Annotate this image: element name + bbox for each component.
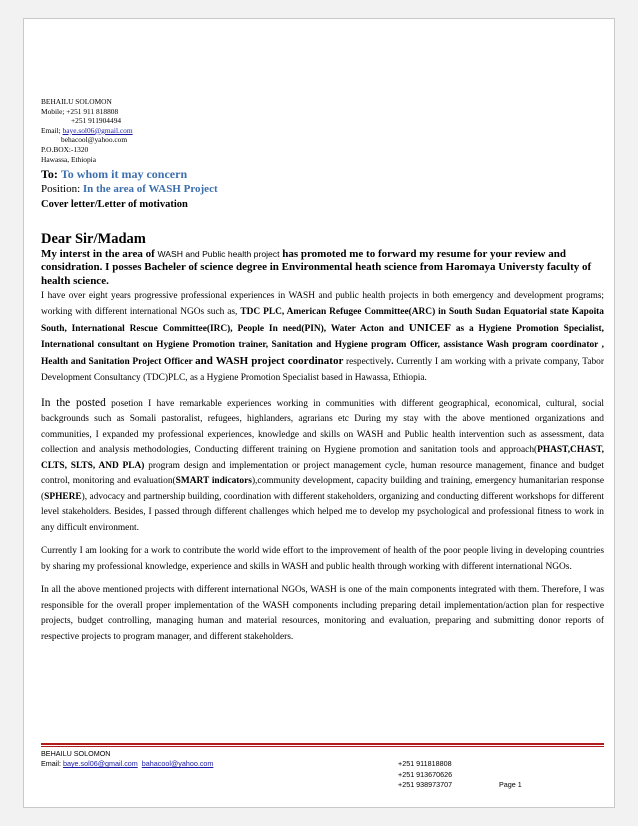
recipient-line: [41, 166, 604, 182]
p2-c: program design and implementation or project management cycle, human resource management, finance and budget control, monitoring and evaluation(: [41, 460, 604, 487]
sender-email-link-2: behacool@yahoo.com: [61, 135, 128, 145]
footer-phone-3: +251 938973707: [398, 779, 453, 789]
goal-paragraph: Currently I am looking for a work to contribute the world wide effort to the improvement of health of the poor people living in developing countries by sharing my professional knowledge, experience and skills in WASH and public health through working with different international NGOs.: [41, 546, 604, 572]
position-label: Position:: [41, 183, 81, 196]
page-number: Page 1: [499, 779, 522, 789]
position-line: [41, 182, 604, 197]
to-label: To:: [41, 167, 58, 182]
p2-d: SMART indicators: [175, 476, 252, 487]
p1-g: .: [391, 356, 394, 367]
sender-name: BEHAILU SOLOMON: [41, 97, 112, 106]
p2-e: ),community development, capacity building and training, emergency humanitarian response (: [41, 476, 604, 502]
footer-email-line: [41, 759, 604, 769]
sender-city: Hawassa, Ethiopia: [41, 154, 97, 164]
intro-paragraph: [41, 248, 604, 288]
p2-f: SPHERE: [44, 491, 82, 502]
sender-block: [41, 97, 604, 164]
experience-paragraph: [41, 288, 604, 386]
footer-email-link-1[interactable]: baye.sol06@gmail.com: [62, 759, 138, 769]
page-footer: [41, 749, 604, 789]
p1-c: UNICEF: [408, 321, 451, 334]
intro-text-1: My interst in the area of: [41, 248, 158, 261]
footer-rule-thin: [41, 746, 604, 747]
footer-phones: [398, 759, 452, 790]
footer-email-link-2[interactable]: bahacool@yahoo.com: [141, 759, 214, 769]
footer-phone-2: +251 913670626: [398, 769, 453, 779]
p2-a: posetion I have remarkable experiences working in communities with different geographical, economical, cultural, social backgrounds such as Somali pastoralist, refugees, highlanders, agrarians etc During my stay with the above mentioned organizations and communities, I expanded my professional experiences, knowledge and skills on WASH and Public health intervention such as assessment, data collection and analysis methodologies, Conducting different training on Hygiene promotion and sanitation tools and approach(: [41, 398, 604, 456]
p2-b: PHAST,CHAST, CLTS, SLTS, AND PLA): [41, 445, 604, 471]
responsibility-paragraph: In all the above mentioned projects with different international NGOs, WASH is one of the main components integrated with them. Therefore, I was responsible for the overall proper implementation of the WASH components including preparing detail implementation/action plan for respective projects, budget controlling, managing human and material resources, monitoring and evaluation, preparing and submitting donor reports of respective projects to program manager, and different stakeholders.: [41, 585, 604, 642]
p2-lead: In the posted: [41, 396, 106, 409]
p1-b: TDC PLC, American Refugee Committee(ARC) in South Sudan Equatorial state Kapoita South, International Rescue Committee(IRC), People In need(PIN), Water Acton and: [41, 306, 604, 334]
p1-f: respectively: [343, 356, 392, 367]
p2-g: ), advocacy and partnership building, coordination with different stakeholders, organizing and conducting different workshops for different level stakeholders. Besides, I passed through different challenges which helped me to develop my psychological and professional fitness to work in any difficult environment.: [41, 491, 604, 533]
position-value: In the area of WASH Project: [82, 183, 218, 196]
cover-letter-title: Cover letter/Letter of motivation: [41, 199, 188, 211]
footer-rule-thick: [41, 743, 604, 745]
letter-body: [41, 97, 604, 645]
footer-phone-1: +251 911818808: [398, 759, 452, 769]
sender-email-line: [41, 126, 604, 136]
footer-email-label: Email:: [41, 759, 63, 769]
sender-email-link-1[interactable]: baye.sol06@gmail.com: [62, 125, 133, 135]
sender-mobile: Mobile; +251 911 818808: [41, 106, 119, 116]
sender-email-label: Email;: [41, 125, 63, 135]
document-page: [23, 18, 615, 808]
p1-a: I have over eight years progressive professional experiences in WASH and public health projects in both emergency and development programs; working with different international NGOs such as,: [41, 290, 604, 317]
p1-h: Currently I am working with a private company, Tabor Development Consultancy (TDC)PLC, as a Hygiene Promotion Specialist based in Hawassa, Ethiopia.: [41, 356, 604, 383]
intro-text-3: has promoted me to forward my resume for your review and considration. I posses Bacheler of science degree in Environmental heath science from Haromaya Universty faculty of health science.: [41, 248, 592, 287]
p1-d: as a Hygiene Promotion Specialist, International consultant on Hygiene Promotion trainer, Sanitation and Hygiene program Officer, assistance Wash program coordinator , Health and Sanitation Project Officer: [41, 323, 604, 367]
to-value: To whom it may concern: [60, 167, 188, 182]
intro-text-2: WASH and Public health project: [157, 249, 280, 260]
sender-mobile-2: +251 911904494: [71, 116, 122, 126]
salutation: Dear Sir/Madam: [41, 231, 146, 248]
skills-paragraph: [41, 396, 604, 537]
sender-pobox: P.O.BOX:-1320: [41, 144, 89, 154]
p1-e: and WASH project coordinator: [195, 354, 344, 367]
footer-name: BEHAILU SOLOMON: [41, 749, 111, 758]
